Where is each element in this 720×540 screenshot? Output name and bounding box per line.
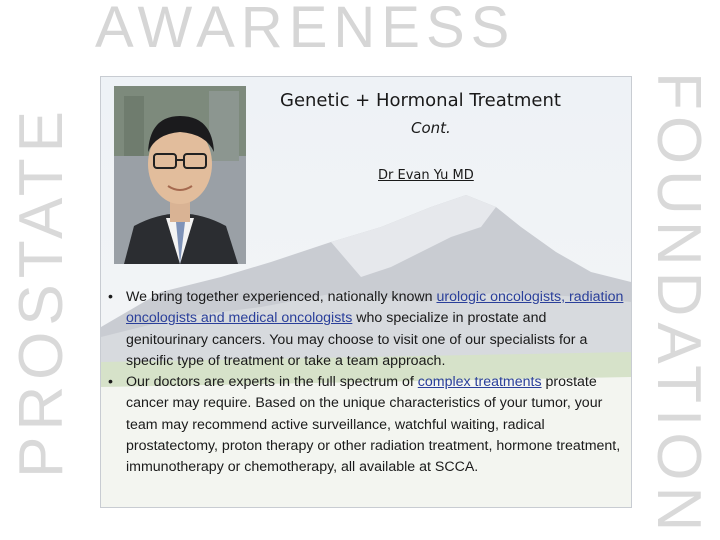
complex-treatments-link[interactable]: complex treatments: [417, 374, 542, 391]
bullet-marker: •: [108, 374, 113, 391]
bullet-text: We bring together experienced, nationally known: [126, 289, 437, 305]
watermark-foundation: FOUNDATION: [644, 72, 713, 538]
slide-subtitle: Cont.: [411, 119, 451, 137]
bullet-item: [108, 372, 628, 478]
specialists-link[interactable]: urologic oncologists, radiation oncologists and medical oncologists: [126, 289, 624, 327]
watermark-awareness: AWARENESS: [95, 0, 516, 60]
slide-title: Genetic + Hormonal Treatment: [280, 90, 561, 111]
author-name: Dr Evan Yu MD: [378, 168, 474, 183]
bullet-text: Our doctors are experts in the full spectrum of: [126, 374, 418, 391]
bullet-item: [108, 287, 628, 372]
watermark-prostate: PROSTATE: [7, 105, 76, 478]
bullet-text: who specialize in prostate and genitourinary cancers. You may choose to visit one of our specialists for a specific type of treatment or take a team approach.: [126, 310, 588, 369]
bullet-list: [108, 287, 628, 479]
bullet-marker: •: [108, 289, 113, 305]
doctor-photo: [114, 86, 246, 264]
bullet-text: prostate cancer may require. Based on the unique characteristics of your tumor, your team may recommend active surveillance, watchful waiting, radical prostatectomy, proton therapy or other radiation treatment, hormone treatment, immunotherapy or chemotherapy, all available at SCCA.: [126, 374, 621, 476]
